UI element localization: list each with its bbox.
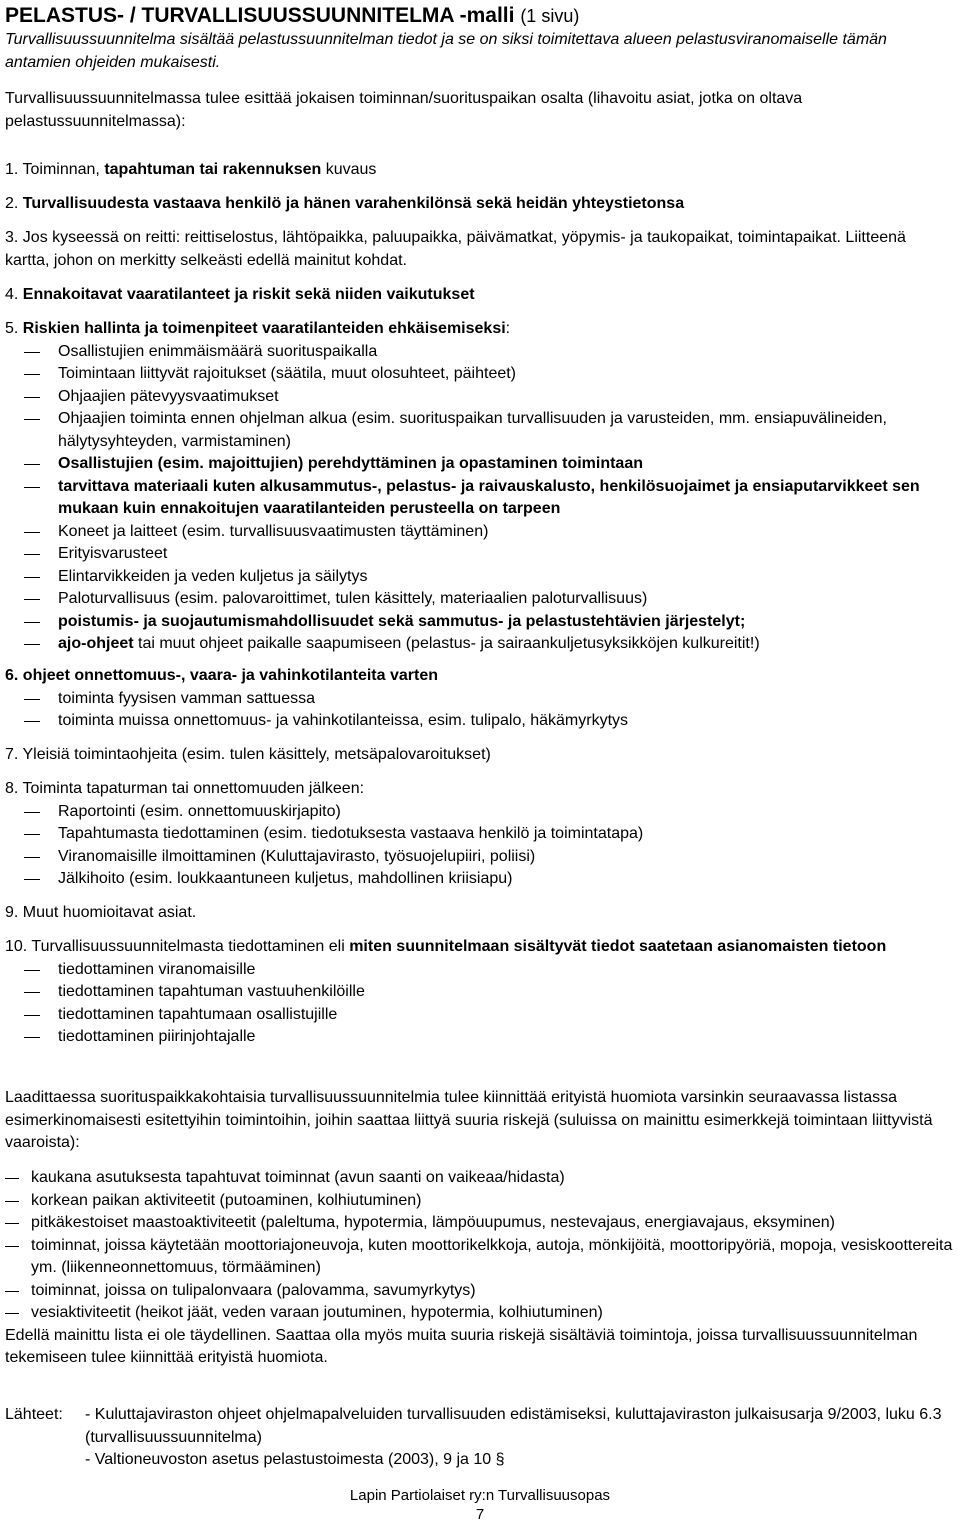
- sources: [5, 1404, 954, 1472]
- section-2: [5, 193, 954, 216]
- list-item: Osallistujien enimmäismäärä suorituspaikalla: [5, 341, 954, 364]
- s8-heading: 8. Toiminta tapaturman tai onnettomuuden jälkeen:: [5, 780, 365, 797]
- list-item: toiminnat, joissa käytetään moottoriajoneuvoja, kuten moottorikelkkoja, autoja, mönkijöitä, moottoripyöriä, mopoja, vesiskoottereita ym. (liikenneonnettomuus, törmääminen): [5, 1235, 954, 1280]
- list-item: Tapahtumasta tiedottaminen (esim. tiedotuksesta vastaava henkilö ja toimintatapa): [5, 823, 954, 846]
- s10-heading: [5, 936, 954, 959]
- s1-pre: 1. Toiminnan,: [5, 161, 105, 178]
- list-item: Erityisvarusteet: [5, 543, 954, 566]
- risk-list: [5, 1167, 954, 1370]
- footer-org: Lapin Partiolaiset ry:n Turvallisuusopas: [349, 1487, 611, 1504]
- list-item: Osallistujien (esim. majoittujien) perehdyttäminen ja opastaminen toimintaan: [5, 453, 954, 476]
- list-item: Jälkihoito (esim. loukkaantuneen kuljetus, mahdollinen kriisiapu): [5, 868, 954, 891]
- list-item: Toimintaan liittyvät rajoitukset (säätila, muut olosuhteet, päihteet): [5, 363, 954, 386]
- page-count: (1 sivu): [520, 6, 580, 26]
- list-item: toiminta muissa onnettomuus- ja vahinkotilanteissa, esim. tulipalo, häkämyrkytys: [5, 710, 954, 733]
- list-item: pitkäkestoiset maastoaktiviteetit (paleltuma, hypotermia, lämpöuupumus, nestevajaus, energiavajaus, eksyminen): [5, 1212, 954, 1235]
- list-item: toiminta fyysisen vamman sattuessa: [5, 688, 954, 711]
- list-item: Paloturvallisuus (esim. palovaroittimet, tulen käsittely, materiaalien paloturvallisuus): [5, 588, 954, 611]
- section-5: [5, 318, 954, 656]
- s4-bold: Ennakoitavat vaaratilanteet ja riskit sekä niiden vaikutukset: [22, 286, 475, 303]
- s5-colon: :: [505, 320, 511, 337]
- s1-post: kuvaus: [321, 161, 377, 178]
- source-row: [5, 1449, 954, 1472]
- section-9: 9. Muut huomioitavat asiat.: [5, 904, 197, 921]
- list-item: tiedottaminen tapahtuman vastuuhenkilöille: [5, 981, 954, 1004]
- guidance-paragraph: Laadittaessa suorituspaikkakohtaisia turvallisuussuunnitelmia tulee kiinnittää erityistä huomiota varsinkin seuraavassa listassa esimerkinomaisesti esitettyihin toimintoihin, joihin saattaa liittyä suuria riskejä (suluissa on mainittu esimerkkejä toimintaan liittyvistä vaaroista):: [5, 1089, 933, 1151]
- s5-b4-rest: tai muut ohjeet paikalle saapumiseen (pelastus- ja sairaankuljetusyksikköjen kulkureitit!): [133, 635, 760, 652]
- s6-heading: 6. ohjeet onnettomuus-, vaara- ja vahinkotilanteita varten: [5, 667, 438, 684]
- s1-bold: tapahtuman tai rakennuksen: [104, 161, 322, 178]
- intro-text: Turvallisuussuunnitelmassa tulee esittää jokaisen toiminnan/suorituspaikan osalta (lihavoitu asiat, jotka on oltava pelastussuunnitelmassa):: [5, 90, 803, 130]
- source-2: - Valtioneuvoston asetus pelastustoimesta (2003), 9 ja 10 §: [85, 1451, 505, 1468]
- intro-italic: Turvallisuussuunnitelma sisältää pelastussuunnitelman tiedot ja se on siksi toimitettava alueen pelastusviranomaiselle tämän antamien ohjeiden mukaisesti.: [5, 31, 887, 71]
- list-item: Koneet ja laitteet (esim. turvallisuusvaatimusten täyttäminen): [5, 521, 954, 544]
- s5-num: 5.: [5, 320, 23, 337]
- list-item: toiminnat, joissa on tulipalonvaara (palovamma, savumyrkytys): [5, 1280, 954, 1303]
- title-text: PELASTUS- / TURVALLISUUSSUUNNITELMA -malli: [5, 4, 515, 27]
- s5-b4-bold: ajo-ohjeet: [58, 635, 134, 652]
- sources-label: Lähteet:: [5, 1406, 63, 1423]
- list-item: tiedottaminen viranomaisille: [5, 959, 954, 982]
- s5-heading: [5, 318, 954, 341]
- section-7: 7. Yleisiä toimintaohjeita (esim. tulen käsittely, metsäpalovaroitukset): [5, 746, 491, 763]
- section-8: [5, 778, 954, 891]
- list-item: [5, 633, 954, 656]
- list-item: Elintarvikkeiden ja veden kuljetus ja säilytys: [5, 566, 954, 589]
- list-item: kaukana asutuksesta tapahtuvat toiminnat (avun saanti on vaikeaa/hidasta): [5, 1167, 954, 1190]
- s2-bold: Turvallisuudesta vastaava henkilö ja hänen varahenkilönsä sekä heidän yhteystietonsa: [22, 195, 685, 212]
- list-item: tiedottaminen piirinjohtajalle: [5, 1026, 954, 1049]
- list-item: Viranomaisille ilmoittaminen (Kuluttajavirasto, työsuojelupiiri, poliisi): [5, 846, 954, 869]
- list-item: Ohjaajien toiminta ennen ohjelman alkua (esim. suorituspaikan turvallisuuden ja varusteiden, mm. ensiapuvälineiden, hälytysyhteyden, varmistaminen): [5, 408, 954, 453]
- section-4: [5, 284, 954, 307]
- page-number: 7: [475, 1506, 485, 1523]
- list-item: vesiaktiviteetit (heikot jäät, veden varaan joutuminen, hypotermia, kolhiutuminen): [5, 1302, 954, 1325]
- source-1: - Kuluttajaviraston ohjeet ohjelmapalveluiden turvallisuuden edistämiseksi, kuluttajaviraston julkaisusarja 9/2003, luku 6.3 (turvallisuussuunnitelma): [85, 1406, 942, 1446]
- s2-num: 2.: [5, 195, 23, 212]
- section-1: [5, 159, 954, 182]
- list-item: tarvittava materiaali kuten alkusammutus-, pelastus- ja raivauskalusto, henkilösuojaimet ja ensiaputarvikkeet sen mukaan kuin ennakoitujen vaaratilanteiden perusteella on tarpeen: [5, 476, 954, 521]
- s4-num: 4.: [5, 286, 23, 303]
- page-title: [5, 3, 954, 29]
- closing-text: Edellä mainittu lista ei ole täydellinen. Saattaa olla myös muita suuria riskejä sisältäviä toimintoja, joissa turvallisuussuunnitelman tekemiseen tulee kiinnittää erityistä huomiota.: [5, 1326, 918, 1366]
- list-item: korkean paikan aktiviteetit (putoaminen, kolhiutuminen): [5, 1190, 954, 1213]
- section-3: 3. Jos kyseessä on reitti: reittiselostus, lähtöpaikka, paluupaikka, päivämatkat, yöpymis- ja taukopaikat, toimintapaikat. Liitteenä kartta, johon on merkitty selkeästi edellä mainitut kohdat.: [5, 229, 906, 269]
- list-item: poistumis- ja suojautumismahdollisuudet sekä sammutus- ja pelastustehtävien järjestelyt;: [5, 611, 954, 634]
- list-item: tiedottaminen tapahtumaan osallistujille: [5, 1004, 954, 1027]
- list-item: Raportointi (esim. onnettomuuskirjapito): [5, 801, 954, 824]
- section-6: [5, 665, 954, 733]
- source-row: [5, 1404, 954, 1449]
- s10-bold: miten suunnitelmaan sisältyvät tiedot saatetaan asianomaisten tietoon: [349, 938, 887, 955]
- sources-spacer: [5, 1449, 85, 1472]
- s10-pre: 10. Turvallisuussuunnitelmasta tiedottaminen eli: [5, 938, 350, 955]
- section-10: [5, 936, 954, 1049]
- s5-bold: Riskien hallinta ja toimenpiteet vaaratilanteiden ehkäisemiseksi: [22, 320, 506, 337]
- list-item: Ohjaajien pätevyysvaatimukset: [5, 386, 954, 409]
- header-block: [5, 3, 954, 133]
